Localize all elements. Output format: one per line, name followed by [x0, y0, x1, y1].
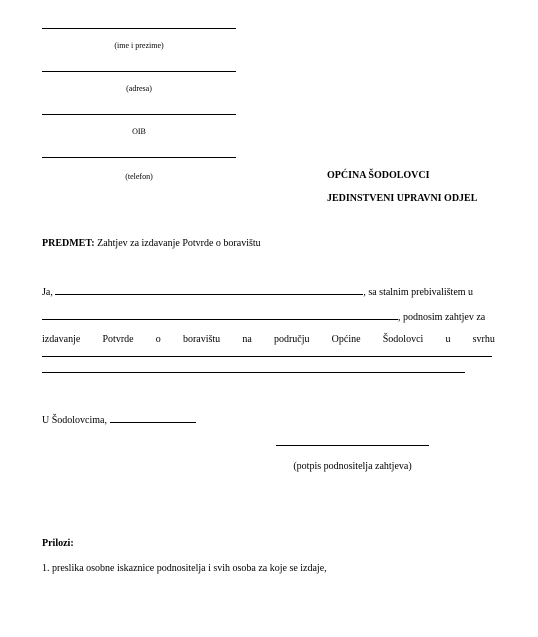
- name-line[interactable]: [42, 28, 236, 29]
- address-line[interactable]: [42, 71, 236, 72]
- word-u: u: [445, 334, 451, 345]
- oib-line[interactable]: [42, 114, 236, 115]
- applicant-name-field[interactable]: [55, 285, 363, 295]
- word-sodolovci: Šodolovci: [382, 334, 424, 345]
- purpose-line-2[interactable]: [42, 372, 465, 373]
- word-izdavanje: izdavanje: [42, 334, 81, 345]
- phone-line[interactable]: [42, 157, 236, 158]
- signature-line[interactable]: [276, 445, 429, 446]
- date-field[interactable]: [110, 413, 196, 423]
- word-o: o: [155, 334, 161, 345]
- residence-text: , sa stalnim prebivalištem u: [363, 287, 474, 298]
- attachment-item-1: 1. preslika osobne iskaznice podnositelja i svih osoba za koje se izdaje,: [42, 563, 327, 574]
- signature-caption: (potpis podnositelja zahtjeva): [293, 461, 412, 472]
- oib-caption: OIB: [132, 127, 146, 136]
- body-line-1: [42, 285, 473, 298]
- purpose-line-1[interactable]: [42, 356, 492, 357]
- phone-caption: (telefon): [125, 172, 153, 181]
- subject-text: Zahtjev za izdavanje Potvrde o boravištu: [94, 238, 261, 249]
- request-text: , podnosim zahtjev za: [398, 312, 486, 323]
- recipient-line-2: JEDINSTVENI UPRAVNI ODJEL: [327, 193, 478, 204]
- body-line-2: [42, 310, 485, 323]
- ja-text: Ja,: [42, 287, 53, 298]
- place-label: U Šodolovcima,: [42, 415, 107, 426]
- recipient-line-1: OPĆINA ŠODOLOVCI: [327, 170, 430, 181]
- word-potvrde: Potvrde: [102, 334, 134, 345]
- address-caption: (adresa): [126, 84, 152, 93]
- word-podrucju: području: [273, 334, 310, 345]
- name-caption: (ime i prezime): [114, 41, 164, 50]
- place-line: [42, 413, 196, 426]
- word-na: na: [242, 334, 252, 345]
- word-boravistu: boravištu: [182, 334, 221, 345]
- body-line-3: [42, 334, 495, 345]
- word-svrhu: svrhu: [472, 334, 495, 345]
- subject-label: PREDMET:: [42, 238, 95, 249]
- subject: [42, 238, 261, 249]
- attachments-title: Prilozi:: [42, 538, 74, 549]
- word-opcine: Općine: [331, 334, 361, 345]
- residence-field[interactable]: [42, 310, 398, 320]
